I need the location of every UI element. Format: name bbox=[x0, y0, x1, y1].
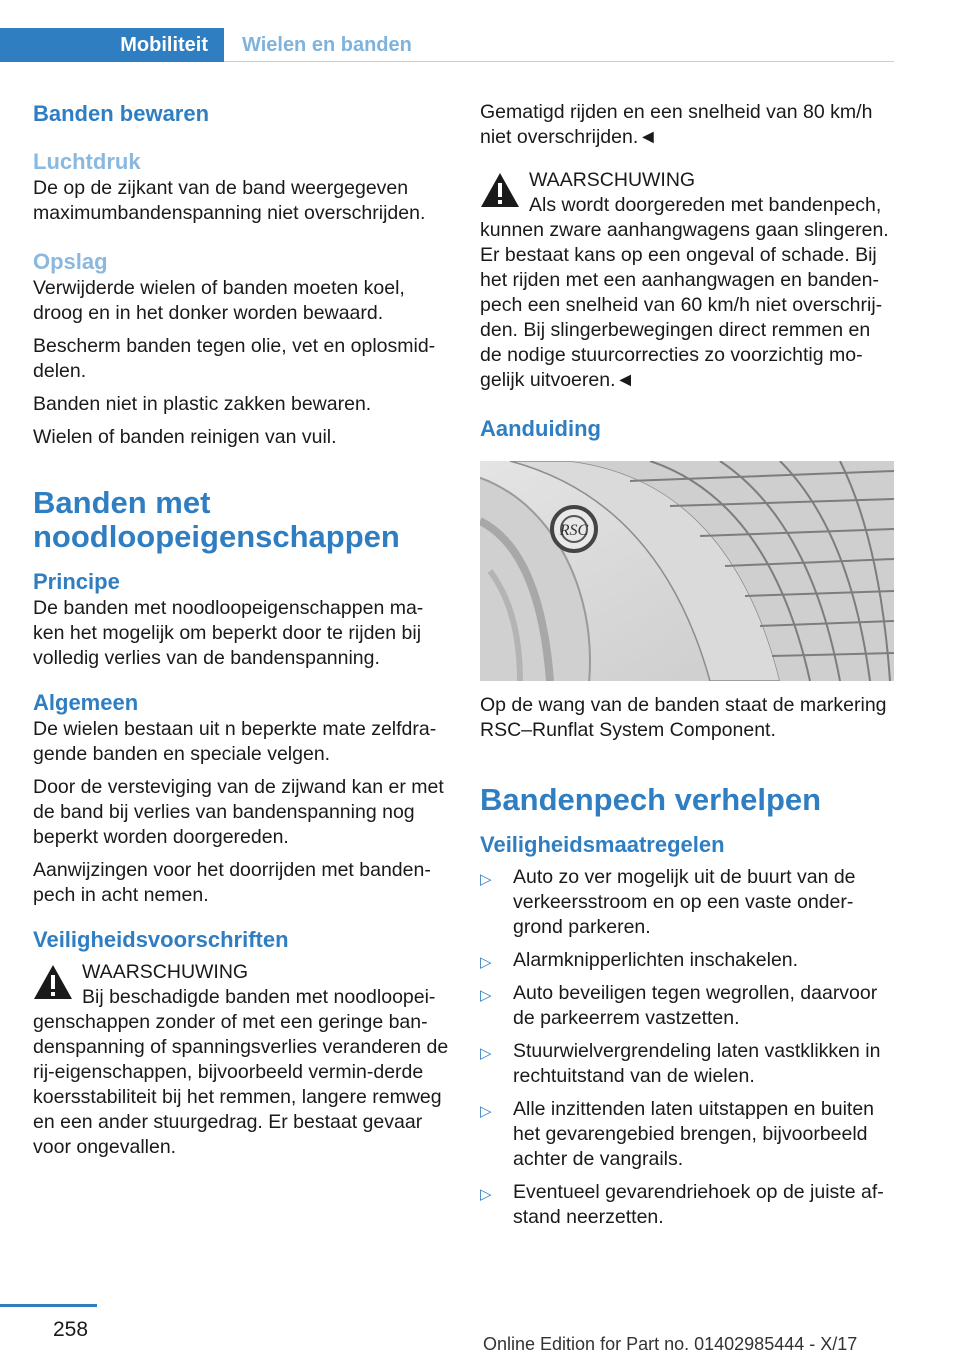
page-number: 258 bbox=[53, 1318, 89, 1341]
heading-aanduiding: Aanduiding bbox=[480, 416, 601, 441]
text-gematigd-rijden: Gematigd rijden en een snelheid van 80 km/h niet overschrijden.◄ bbox=[480, 101, 873, 148]
heading-opslag: Opslag bbox=[33, 249, 108, 274]
text-aanduiding: Op de wang van de banden staat de markering RSC–Runflat System Component. bbox=[480, 694, 887, 741]
safety-steps-list bbox=[480, 865, 896, 1230]
text-opslag-1: Verwijderde wielen of banden moeten koel, droog en in het donker worden bewaard. bbox=[33, 277, 405, 324]
list-item bbox=[480, 1039, 896, 1089]
warning-text bbox=[33, 985, 451, 1160]
list-item-text: Alle inzittenden laten uitstappen en buiten het gevarengebied brengen, bijvoorbeeld achter de vangrails. bbox=[513, 1098, 875, 1170]
text-principe: De banden met noodloopeigenschappen ma-ken het mogelijk om beperkt door te rijden bij volledig verlies van de bandenspanning. bbox=[33, 597, 424, 669]
heading-bandenpech-verhelpen: Bandenpech verhelpen bbox=[480, 782, 822, 817]
warning-text-first-line: Als wordt doorgereden met bandenpech, bbox=[529, 194, 882, 216]
right-column bbox=[480, 100, 896, 1238]
warning-text-first-line: Bij beschadigde banden met noodloopei- bbox=[82, 986, 436, 1008]
heading-veiligheidsvoorschriften: Veiligheidsvoorschriften bbox=[33, 927, 289, 952]
tire-rsc-marking-image bbox=[480, 461, 894, 681]
text-algemeen-1: De wielen bestaan uit n beperkte mate zelfdra-gende banden en speciale velgen. bbox=[33, 718, 437, 765]
online-edition-note: Online Edition for Part no. 01402985444 - X/17 bbox=[483, 1334, 858, 1354]
heading-noodloop: Banden met noodloopeigenschappen bbox=[33, 485, 400, 554]
list-item-text: Eventueel gevarendriehoek op de juiste af-stand neerzetten. bbox=[513, 1181, 884, 1228]
warning-triangle-icon bbox=[480, 172, 520, 208]
left-column bbox=[33, 100, 451, 1160]
list-item-text: Auto beveiligen tegen wegrollen, daarvoor de parkeerrem vastzetten. bbox=[513, 982, 878, 1029]
heading-algemeen: Algemeen bbox=[33, 690, 139, 715]
list-item bbox=[480, 948, 896, 973]
list-item-text: Alarmknipperlichten inschakelen. bbox=[513, 949, 799, 971]
list-item bbox=[480, 865, 896, 940]
list-item bbox=[480, 1097, 896, 1172]
heading-banden-bewaren: Banden bewaren bbox=[33, 101, 210, 126]
header-tabs bbox=[0, 28, 894, 62]
tab-wielen-en-banden[interactable]: Wielen en banden bbox=[242, 33, 412, 56]
footer-rule bbox=[0, 1304, 97, 1307]
heading-luchtdruk: Luchtdruk bbox=[33, 149, 141, 174]
text-algemeen-2: Door de versteviging van de zijwand kan er met de band bij verlies van bandenspanning nog beperkt worden doorgereden. bbox=[33, 776, 444, 848]
warning-title: WAARSCHUWING bbox=[529, 169, 696, 191]
text-opslag-3: Banden niet in plastic zakken bewaren. bbox=[33, 393, 372, 415]
warning-block-left bbox=[33, 960, 451, 1160]
text-opslag-4: Wielen of banden reinigen van vuil. bbox=[33, 426, 337, 448]
warning-block-right bbox=[480, 168, 896, 393]
triangle-bullet-icon: ▷ bbox=[480, 871, 492, 888]
header-divider bbox=[224, 61, 894, 62]
tire-illustration bbox=[480, 461, 894, 681]
warning-title: WAARSCHUWING bbox=[82, 961, 249, 983]
triangle-bullet-icon: ▷ bbox=[480, 987, 492, 1004]
triangle-bullet-icon: ▷ bbox=[480, 1103, 492, 1120]
heading-principe: Principe bbox=[33, 569, 120, 594]
warning-text-rest: genschappen zonder of met een geringe ban-denspanning of spanningsverlies veranderen de rij-eigenschappen, bijvoorbeeld vermin-derde koersstabiliteit bij het remmen, langere remweg en een ander stuurgedrag. Er bestaat gevaar voor ongevallen. bbox=[33, 1011, 449, 1158]
list-item-text: Auto zo ver mogelijk uit de buurt van de verkeersstroom en op een vaste onder-grond parkeren. bbox=[513, 866, 856, 938]
warning-triangle-icon bbox=[33, 964, 73, 1000]
triangle-bullet-icon: ▷ bbox=[480, 954, 492, 971]
triangle-bullet-icon: ▷ bbox=[480, 1045, 492, 1062]
rsc-logo-text: RSC bbox=[559, 522, 589, 539]
triangle-bullet-icon: ▷ bbox=[480, 1186, 492, 1203]
heading-veiligheidsmaatregelen: Veiligheidsmaatregelen bbox=[480, 832, 725, 857]
list-item bbox=[480, 1180, 896, 1230]
tab-mobiliteit[interactable]: Mobiliteit bbox=[0, 28, 224, 62]
text-algemeen-3: Aanwijzingen voor het doorrijden met banden-pech in acht nemen. bbox=[33, 859, 431, 906]
text-luchtdruk: De op de zijkant van de band weergegeven maximumbandenspanning niet overschrijden. bbox=[33, 177, 426, 224]
warning-text bbox=[480, 193, 896, 393]
text-opslag-2: Bescherm banden tegen olie, vet en oplosmid-delen. bbox=[33, 335, 436, 382]
list-item bbox=[480, 981, 896, 1031]
warning-text-rest: kunnen zware aanhangwagens gaan slingeren. Er bestaat kans op een ongeval of schade. Bij het rijden met een aanhangwagen en banden-pech een snelheid van 60 km/h niet overschrij-den. Bij slingerbewegingen direct remmen en de nodige stuurcorrecties zo voorzichtig mo-gelijk uitvoeren.◄ bbox=[480, 219, 889, 391]
list-item-text: Stuurwielvergrendeling laten vastklikken in rechtuitstand van de wielen. bbox=[513, 1040, 881, 1087]
